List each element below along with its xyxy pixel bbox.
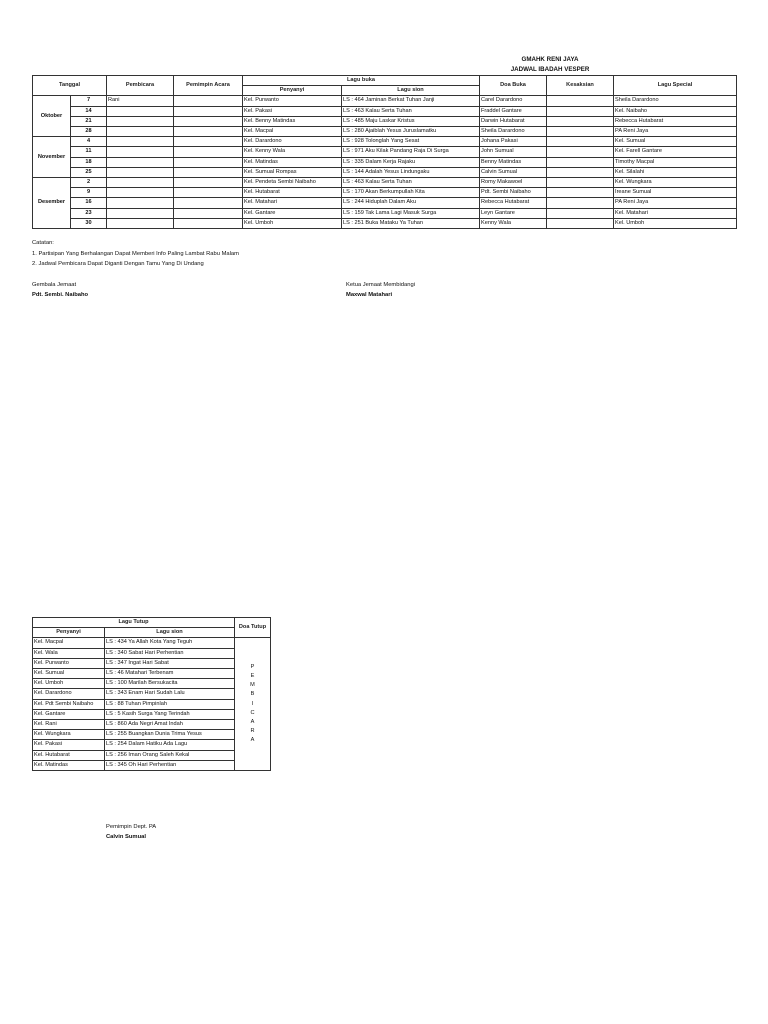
col-tanggal: Tanggal [33, 76, 107, 96]
date-cell: 30 [71, 218, 107, 228]
pembicara-cell [107, 137, 174, 147]
date-cell: 9 [71, 188, 107, 198]
doa-cell: Benny Matindas [480, 157, 547, 167]
lagu-cell: LS : 335 Dalam Kerja Rajaku [342, 157, 480, 167]
doa-letter: E [250, 673, 255, 680]
penyanyi-cell: Kel. Gantare [243, 208, 342, 218]
pemimpin-cell [174, 198, 243, 208]
table-row [33, 127, 737, 137]
penyanyi-cell: Kel. Macpal [243, 127, 342, 137]
schedule-table [32, 75, 737, 229]
penyanyi-cell: Kel. Wala [33, 648, 105, 658]
date-cell: 28 [71, 127, 107, 137]
kesaksian-cell [547, 198, 614, 208]
lagu-cell: LS : 255 Buangkan Dunia Trima Yesus [105, 730, 235, 740]
penyanyi-cell: Kel. Sumual Rompas [243, 167, 342, 177]
pemimpin-cell [174, 218, 243, 228]
notes-section [32, 238, 239, 270]
month-label: November [33, 137, 71, 178]
doa-letter: B [250, 691, 255, 698]
lagu-cell: LS : 280 Ajaiblah Yesus Juruslamatku [342, 127, 480, 137]
date-cell: 18 [71, 157, 107, 167]
table-row [33, 157, 737, 167]
kesaksian-cell [547, 167, 614, 177]
signature-name: Calvin Sumual [106, 834, 146, 840]
penyanyi-cell: Kel. Benny Matindas [243, 116, 342, 126]
pemimpin-cell [174, 208, 243, 218]
doa-tutup-cell [235, 638, 271, 771]
doa-cell: Carel Darardono [480, 96, 547, 106]
table-row [33, 137, 737, 147]
col-doa-tutup: Doa Tutup [235, 618, 271, 638]
special-cell: Kel. Silalahi [614, 167, 737, 177]
pembicara-cell [107, 198, 174, 208]
penyanyi-cell: Kel. Darardono [33, 689, 105, 699]
penyanyi-cell: Kel. Sumual [33, 669, 105, 679]
date-cell: 4 [71, 137, 107, 147]
kesaksian-cell [547, 116, 614, 126]
special-cell: Sheila Darardono [614, 96, 737, 106]
table-row [33, 638, 271, 648]
lagu-cell: LS : 46 Matahari Terbenam [105, 669, 235, 679]
doa-letter: R [250, 728, 255, 735]
doa-letter: A [250, 737, 255, 744]
penyanyi-cell: Kel. Pakasi [33, 740, 105, 750]
pemimpin-cell [174, 157, 243, 167]
lagu-cell: LS : 5 Kasih Surga Yang Terindah [105, 709, 235, 719]
kesaksian-cell [547, 157, 614, 167]
pemimpin-cell [174, 106, 243, 116]
lagu-cell: LS : 860 Ada Negri Amat Indah [105, 720, 235, 730]
closing-table [32, 617, 271, 771]
col-pemimpin-acara: Pemimpin Acara [174, 76, 243, 96]
pemimpin-cell [174, 127, 243, 137]
penyanyi-cell: Kel. Rani [33, 720, 105, 730]
penyanyi-cell: Kel. Umboh [33, 679, 105, 689]
table-row [33, 116, 737, 126]
kesaksian-cell [547, 127, 614, 137]
special-cell: PA Reni Jaya [614, 198, 737, 208]
lagu-cell: LS : 343 Enam Hari Sudah Lalu [105, 689, 235, 699]
notes-title: Catatan: [32, 240, 54, 246]
penyanyi-cell: Kel. Pdt Sembi Naibaho [33, 699, 105, 709]
doa-letter: P [250, 663, 255, 670]
special-cell: Kel. Umboh [614, 218, 737, 228]
special-cell: Rebecca Hutabarat [614, 116, 737, 126]
doa-cell: Calvin Sumual [480, 167, 547, 177]
pembicara-cell [107, 208, 174, 218]
kesaksian-cell [547, 96, 614, 106]
note-item: 1. Partisipan Yang Berhalangan Dapat Memberi Info Paling Lambat Rabu Malam [32, 250, 239, 257]
penyanyi-cell: Kel. Pendeta Sembi Naibaho [243, 178, 342, 188]
penyanyi-cell: Kel. Gantare [33, 709, 105, 719]
special-cell: Kel. Naibaho [614, 106, 737, 116]
doa-cell: Romy Makawoel [480, 178, 547, 188]
doa-cell: Rebecca Hutabarat [480, 198, 547, 208]
lagu-cell: LS : 464 Jaminan Berkat Tuhan Janji [342, 96, 480, 106]
date-cell: 2 [71, 178, 107, 188]
date-cell: 21 [71, 116, 107, 126]
kesaksian-cell [547, 218, 614, 228]
lagu-cell: LS : 463 Kalau Serta Tuhan [342, 106, 480, 116]
doa-cell: Fraddel Gantare [480, 106, 547, 116]
lagu-cell: LS : 434 Ya Allah Kota Yang Teguh [105, 638, 235, 648]
month-label: Oktober [33, 96, 71, 137]
lagu-cell: LS : 100 Marilah Bersukacita [105, 679, 235, 689]
lagu-cell: LS : 159 Tak Lama Lagi Masuk Surga [342, 208, 480, 218]
signature-name: Maxwal Matahari [346, 292, 393, 298]
col-lagu-sion: Lagu sion [105, 628, 235, 638]
penyanyi-cell: Kel. Macpal [33, 638, 105, 648]
col-penyanyi: Penyanyi [33, 628, 105, 638]
special-cell: PA Reni Jaya [614, 127, 737, 137]
doa-cell: John Sumual [480, 147, 547, 157]
note-item: 2. Jadwal Pembicara Dapat Diganti Dengan Tamu Yang Di Undang [32, 261, 204, 267]
kesaksian-cell [547, 137, 614, 147]
pembicara-cell [107, 218, 174, 228]
col-lagu-tutup: Lagu Tutup [33, 618, 235, 628]
kesaksian-cell [547, 147, 614, 157]
special-cell: Kel. Sumual [614, 137, 737, 147]
doa-cell: Johana Pakasi [480, 137, 547, 147]
penyanyi-cell: Kel. Matindas [243, 157, 342, 167]
lagu-cell: LS : 485 Maju Laskar Kristus [342, 116, 480, 126]
doa-letter: M [250, 682, 255, 689]
penyanyi-cell: Kel. Hutabarat [243, 188, 342, 198]
lagu-cell: LS : 144 Adalah Yesus Lindungaku [342, 167, 480, 177]
signature-role: Pemimpin Dept. PA [106, 824, 157, 830]
date-cell: 11 [71, 147, 107, 157]
lagu-cell: LS : 340 Sabat Hari Perhentian [105, 648, 235, 658]
signature-role: Gembala Jemaat [32, 282, 77, 288]
lagu-cell: LS : 345 Oh Hari Perhentian [105, 760, 235, 770]
pembicara-cell: Rani [107, 96, 174, 106]
doa-cell: Pdt. Sembi Naibaho [480, 188, 547, 198]
doa-cell: Darwin Hutabarat [480, 116, 547, 126]
org-title: GMAHK RENI JAYA [521, 56, 579, 63]
special-cell: Ireane Sumual [614, 188, 737, 198]
lagu-cell: LS : 347 Ingat Hari Sabat [105, 658, 235, 668]
pemimpin-cell [174, 116, 243, 126]
pembicara-cell [107, 116, 174, 126]
schedule-title: JADWAL IBADAH VESPER [510, 66, 590, 73]
penyanyi-cell: Kel. Wungkara [33, 730, 105, 740]
doa-cell: Leyn Gantare [480, 208, 547, 218]
doa-letter: C [250, 709, 255, 716]
penyanyi-cell: Kel. Darardono [243, 137, 342, 147]
pemimpin-cell [174, 137, 243, 147]
col-lagu-special: Lagu Special [614, 76, 737, 96]
special-cell: Timothy Macpal [614, 157, 737, 167]
penyanyi-cell: Kel. Kenny Wala [243, 147, 342, 157]
table-row [33, 208, 737, 218]
pembicara-cell [107, 127, 174, 137]
lagu-cell: LS : 170 Akan Berkumpullah Kita [342, 188, 480, 198]
pemimpin-cell [174, 147, 243, 157]
table-row [33, 96, 737, 106]
col-kesaksian: Kesaksian [547, 76, 614, 96]
lagu-cell: LS : 244 Hiduplah Dalam Aku [342, 198, 480, 208]
date-cell: 23 [71, 208, 107, 218]
table-row [33, 178, 737, 188]
penyanyi-cell: Kel. Matindas [33, 760, 105, 770]
penyanyi-cell: Kel. Matahari [243, 198, 342, 208]
signature-pemimpin-pa [106, 822, 156, 842]
date-cell: 25 [71, 167, 107, 177]
penyanyi-cell: Kel. Purwanto [243, 96, 342, 106]
lagu-cell: LS : 88 Tuhan Pimpinlah [105, 699, 235, 709]
pembicara-cell [107, 106, 174, 116]
doa-letter: A [250, 719, 255, 726]
col-lagu-buka: Lagu buka [243, 76, 480, 86]
kesaksian-cell [547, 178, 614, 188]
table-row [33, 147, 737, 157]
penyanyi-cell: Kel. Pakasi [243, 106, 342, 116]
lagu-cell: LS : 463 Kalau Serta Tuhan [342, 178, 480, 188]
penyanyi-cell: Kel. Umboh [243, 218, 342, 228]
pemimpin-cell [174, 178, 243, 188]
table-row [33, 106, 737, 116]
pemimpin-cell [174, 167, 243, 177]
table-row [33, 188, 737, 198]
doa-cell: Kenny Wala [480, 218, 547, 228]
table-row [33, 198, 737, 208]
pembicara-cell [107, 188, 174, 198]
doa-cell: Sheila Darardono [480, 127, 547, 137]
signature-ketua [346, 280, 415, 300]
lagu-cell: LS : 251 Buka Mataku Ya Tuhan [342, 218, 480, 228]
date-cell: 16 [71, 198, 107, 208]
kesaksian-cell [547, 188, 614, 198]
signature-gembala [32, 280, 88, 300]
lagu-cell: LS : 971 Aku Kilak Pandang Raja Di Surga [342, 147, 480, 157]
col-doa-buka: Doa Buka [480, 76, 547, 96]
pembicara-cell [107, 157, 174, 167]
pembicara-cell [107, 167, 174, 177]
special-cell: Kel. Matahari [614, 208, 737, 218]
table-row [33, 218, 737, 228]
lagu-cell: LS : 256 Iman Orang Saleh Kekal [105, 750, 235, 760]
date-cell: 7 [71, 96, 107, 106]
penyanyi-cell: Kel. Hutabarat [33, 750, 105, 760]
signature-name: Pdt. Sembi. Naibaho [32, 292, 89, 298]
kesaksian-cell [547, 208, 614, 218]
penyanyi-cell: Kel. Purwanto [33, 658, 105, 668]
special-cell: Kel. Wungkara [614, 178, 737, 188]
kesaksian-cell [547, 106, 614, 116]
col-pembicara: Pembicara [107, 76, 174, 96]
lagu-cell: LS : 928 Tolonglah Yang Sesat [342, 137, 480, 147]
pemimpin-cell [174, 96, 243, 106]
pembicara-cell [107, 147, 174, 157]
pemimpin-cell [174, 188, 243, 198]
special-cell: Kel. Farell Gantare [614, 147, 737, 157]
table-row [33, 167, 737, 177]
doa-letter: I [251, 700, 254, 707]
pembicara-cell [107, 178, 174, 188]
lagu-cell: LS : 254 Dalam Hatiku Ada Lagu [105, 740, 235, 750]
col-penyanyi: Penyanyi [243, 86, 342, 96]
col-lagu-sion: Lagu sion [342, 86, 480, 96]
signature-role: Ketua Jemaat Membidangi [346, 282, 415, 288]
month-label: Desember [33, 178, 71, 229]
date-cell: 14 [71, 106, 107, 116]
